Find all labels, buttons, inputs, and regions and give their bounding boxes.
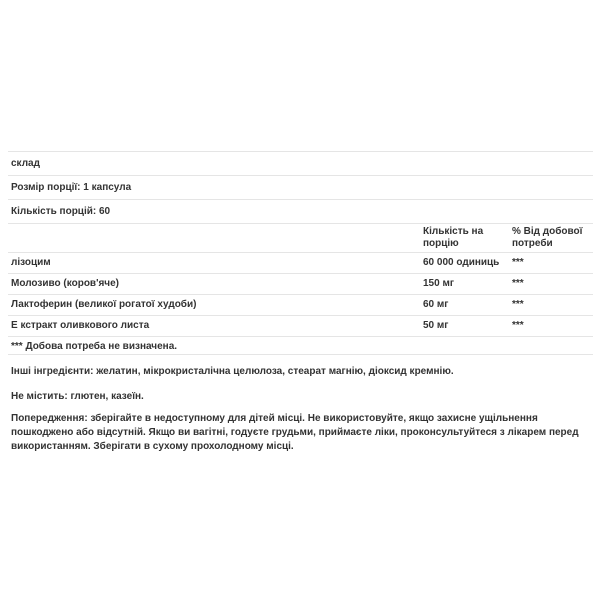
- ingredient-row: [8, 252, 593, 273]
- supplement-facts-table: [8, 151, 593, 355]
- ingredient-rows: [8, 252, 593, 336]
- warning-text: Попередження: зберігайте в недоступному для дітей місці. Не використовуйте, якщо захисне ущільнення пошкоджено або відсутній. Якщо ви вагітні, годуєте грудьми, приймаєте ліки, проконсультуйтеся з лікарем перед використанням. Зберігати в сухому прохолодному місці.: [11, 413, 579, 452]
- ingredient-daily-value: ***: [512, 299, 524, 310]
- ingredient-row: [8, 294, 593, 315]
- other-ingredients-text: Інші інгредієнти: желатин, мікрокристалічна целюлоза, стеарат магнію, діоксид кремнію.: [11, 366, 454, 377]
- amount-column-header: Кількість на порцію: [423, 226, 484, 249]
- ingredient-row: [8, 315, 593, 336]
- ingredient-daily-value: ***: [512, 320, 524, 331]
- footnote-text: *** Добова потреба не визначена.: [11, 341, 178, 352]
- servings-per-container-row: [8, 199, 593, 223]
- footnote-row: [8, 336, 593, 355]
- ingredient-amount: 50 мг: [423, 320, 449, 331]
- serving-size-row: [8, 175, 593, 199]
- ingredient-amount: 60 000 одиниць: [423, 257, 500, 268]
- ingredient-name: лізоцим: [11, 257, 51, 268]
- daily-value-column-header: % Від добової потреби: [512, 226, 583, 249]
- free-of-text: Не містить: глютен, казеїн.: [11, 391, 144, 402]
- servings-per-container-text: Кількість порцій: 60: [11, 206, 111, 217]
- serving-size-text: Розмір порції: 1 капсула: [11, 182, 132, 193]
- label-title: склад: [11, 158, 40, 169]
- ingredient-amount: 60 мг: [423, 299, 449, 310]
- ingredient-amount: 150 мг: [423, 278, 455, 289]
- ingredient-name: Е кстракт оливкового листа: [11, 320, 150, 331]
- header-spacer: [11, 226, 423, 250]
- ingredient-name: Молозиво (коров'яче): [11, 278, 119, 289]
- ingredient-daily-value: ***: [512, 257, 524, 268]
- label-paragraphs: [8, 365, 593, 454]
- label-title-row: [8, 151, 593, 175]
- ingredient-name: Лактоферин (великої рогатої худоби): [11, 299, 197, 310]
- ingredient-daily-value: ***: [512, 278, 524, 289]
- ingredient-row: [8, 273, 593, 294]
- table-header-row: [8, 223, 593, 252]
